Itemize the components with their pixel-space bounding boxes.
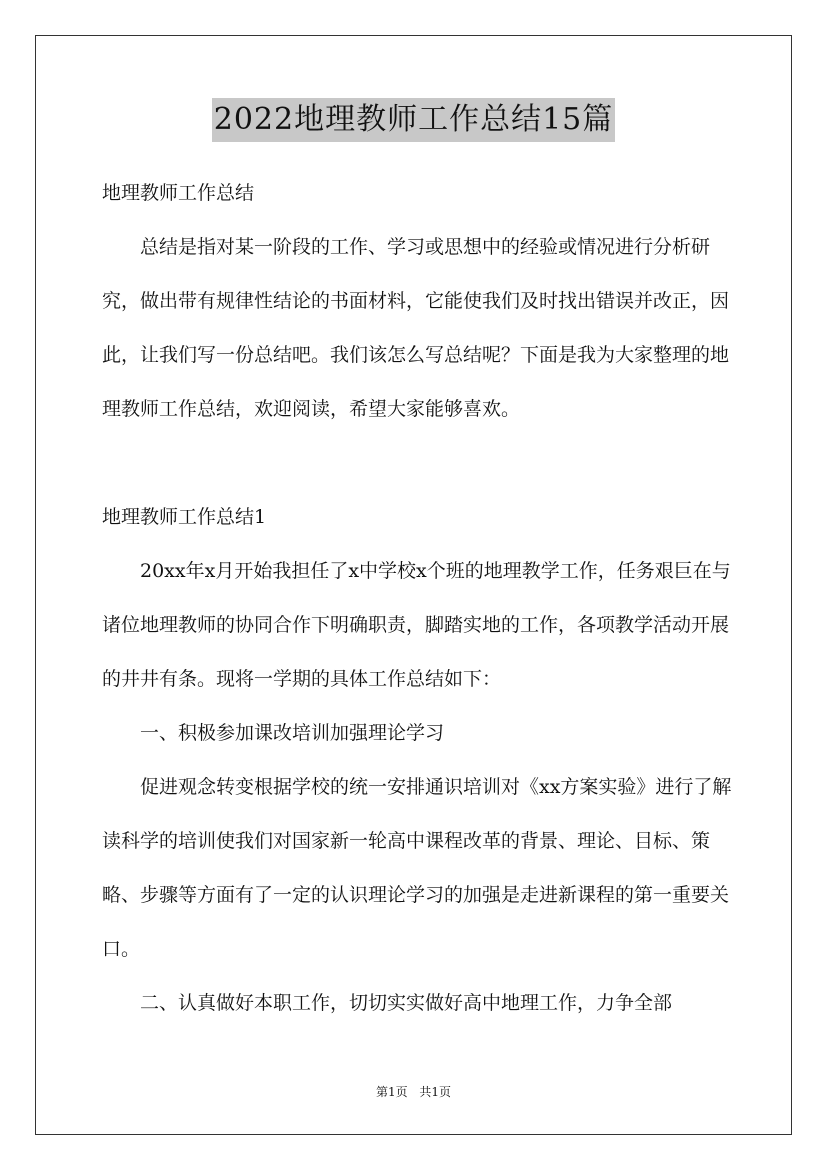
title-container xyxy=(0,98,827,142)
document-body xyxy=(102,166,732,1030)
page-total: 共1页 xyxy=(419,1085,452,1099)
document-title: 2022地理教师工作总结15篇 xyxy=(212,98,616,142)
body-paragraph: 促进观念转变根据学校的统一安排通识培训对《xx方案实验》进行了解读科学的培训使我们对国家新一轮高中课程改革的背景、理论、目标、策略、步骤等方面有了一定的认识理论学习的加强是走进新课程的第一重要关口。 xyxy=(102,776,732,960)
section-heading: 地理教师工作总结1 xyxy=(102,506,267,528)
page-number: 第1页 xyxy=(375,1085,408,1099)
body-paragraph: 20xx年x月开始我担任了x中学校x个班的地理教学工作，任务艰巨在与诸位地理教师的协同合作下明确职责，脚踏实地的工作，各项教学活动开展的井井有条。现将一学期的具体工作总结如下： xyxy=(102,560,731,690)
subheading-paragraph: 一、积极参加课改培训加强理论学习 xyxy=(140,722,445,744)
section-heading: 地理教师工作总结 xyxy=(102,182,255,204)
subheading-paragraph: 二、认真做好本职工作，切切实实做好高中地理工作，力争全部 xyxy=(140,992,673,1014)
page-footer xyxy=(0,1084,827,1100)
blank-line xyxy=(102,436,732,490)
intro-paragraph: 总结是指对某一阶段的工作、学习或思想中的经验或情况进行分析研究，做出带有规律性结论的书面材料，它能使我们及时找出错误并改正，因此，让我们写一份总结吧。我们该怎么写总结呢？下面是我为大家整理的地理教师工作总结，欢迎阅读，希望大家能够喜欢。 xyxy=(102,236,730,420)
